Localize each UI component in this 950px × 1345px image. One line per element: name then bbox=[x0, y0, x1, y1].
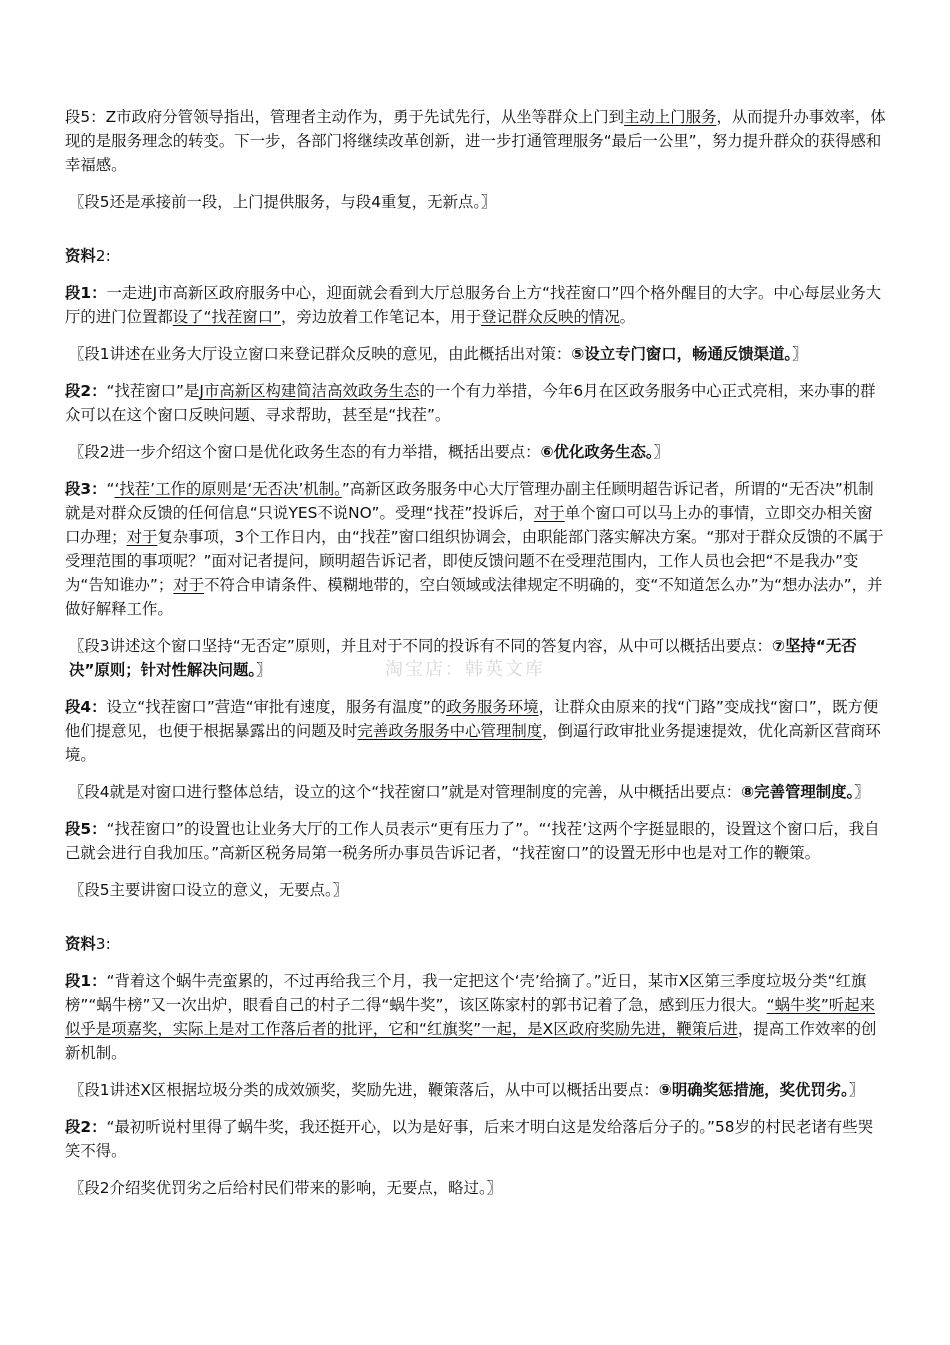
material-3-heading: 资料3: bbox=[65, 935, 111, 953]
m2-note-2: 〖段2进一步介绍这个窗口是优化政务生态的有力举措，概括出要点：⑥优化政务生态。〗 bbox=[69, 443, 669, 461]
m3-paragraph-1: 段1：“背着这个蜗牛壳蛮累的，不过再给我三个月，我一定把这个‘壳’给摘了。”近日，某市X区第三季度垃圾分类“红旗榜”“蜗牛榜”又一次出炉，眼看自己的村子二得“蜗牛奖”，该区陈家村的郭书记着了急，感到压力很大。“蜗牛奖”听起来似乎是项嘉奖，实际上是对工作落后者的批评，它和“红旗奖”一起，是X区政府奖励先进，鞭策后进，提高工作效率的创新机制。 bbox=[65, 972, 877, 1062]
m2-paragraph-1: 段1：一走进J市高新区政府服务中心，迎面就会看到大厅总服务台上方“找茬窗口”四个格外醒目的大字。中心每层业务大厅的进门位置都设了“找茬窗口”，旁边放着工作笔记本，用于登记群众反映的情况。 bbox=[65, 284, 882, 326]
m1-paragraph-5: 段5：Z市政府分管领导指出，管理者主动作为，勇于先试先行，从坐等群众上门到主动上门服务，从而提升办事效率，体现的是服务理念的转变。下一步，各部门将继续改革创新，进一步打通管理服务“最后一公里”，努力提升群众的获得感和幸福感。 bbox=[65, 108, 886, 174]
m2-note-5: 〖段5主要讲窗口设立的意义，无要点。〗 bbox=[69, 881, 349, 899]
watermark: 淘宝店：韩英文库 bbox=[385, 659, 545, 680]
m2-paragraph-3: 段3：“‘找茬’工作的原则是‘无否决’机制。”高新区政务服务中心大厅管理办副主任顾明超告诉记者，所谓的“无否决”机制就是对群众反馈的任何信息“只说YES不说NO”。受理“找茬”投诉后，对于单个窗口可以马上办的事情，立即交办相关窗口办理；对于复杂事项，3个工作日内，由“找茬”窗口组织协调会，由职能部门落实解决方案。“那对于群众反馈的不属于受理范围的事项呢？”面对记者提问，顾明超告诉记者，即使反馈问题不在受理范围内，工作人员也会把“不是我办”变为“告知谁办”；对于不符合申请条件、模糊地带的，空白领域或法律规定不明确的，变“不知道怎么办”为“想办法办”，并做好解释工作。 bbox=[65, 480, 884, 618]
m2-paragraph-2: 段2：“找茬窗口”是J市高新区构建简洁高效政务生态的一个有力举措，今年6月在区政务服务中心正式亮相，来办事的群众可以在这个窗口反映问题、寻求帮助，甚至是“找茬”。 bbox=[65, 382, 876, 424]
m3-note-2: 〖段2介绍奖优罚劣之后给村民们带来的影响，无要点，略过。〗 bbox=[69, 1179, 503, 1197]
m2-note-3: 〖段3讲述这个窗口坚持“无否定”原则，并且对于不同的投诉有不同的答复内容，从中可以概括出要点：⑦坚持“无否决”原则；针对性解决问题。〗 bbox=[69, 637, 857, 679]
m2-paragraph-5: 段5：“找茬窗口”的设置也让业务大厅的工作人员表示“更有压力了”。“‘找茬’这两个字挺显眼的，设置这个窗口后，我自己就会进行自我加压。”高新区税务局第一税务所办事员告诉记者，“找茬窗口”的设置无形中也是对工作的鞭策。 bbox=[65, 820, 880, 862]
m2-paragraph-4: 段4：设立“找茬窗口”营造“审批有速度，服务有温度”的政务服务环境，让群众由原来的找“门路”变成找“窗口”，既方便他们提意见，也便于根据暴露出的问题及时完善政务服务中心管理制度，倒逼行政审批业务提速提效，优化高新区营商环境。 bbox=[65, 698, 881, 764]
m1-note-5: 〖段5还是承接前一段，上门提供服务，与段4重复，无新点。〗 bbox=[69, 193, 497, 211]
m3-note-1: 〖段1讲述X区根据垃圾分类的成效颁奖，奖励先进，鞭策落后，从中可以概括出要点：⑨明确奖惩措施，奖优罚劣。〗 bbox=[69, 1081, 865, 1099]
document-page bbox=[65, 105, 887, 1213]
m2-note-1: 〖段1讲述在业务大厅设立窗口来登记群众反映的意见，由此概括出对策：⑤设立专门窗口，畅通反馈渠道。〗 bbox=[69, 345, 808, 363]
m2-note-4: 〖段4就是对窗口进行整体总结，设立的这个“找茬窗口”就是对管理制度的完善，从中概括出要点：⑧完善管理制度。〗 bbox=[69, 783, 870, 801]
m3-paragraph-2: 段2：“最初听说村里得了蜗牛奖，我还挺开心，以为是好事，后来才明白这是发给落后分子的。”58岁的村民老诸有些哭笑不得。 bbox=[65, 1118, 874, 1160]
material-2-heading: 资料2: bbox=[65, 247, 111, 265]
